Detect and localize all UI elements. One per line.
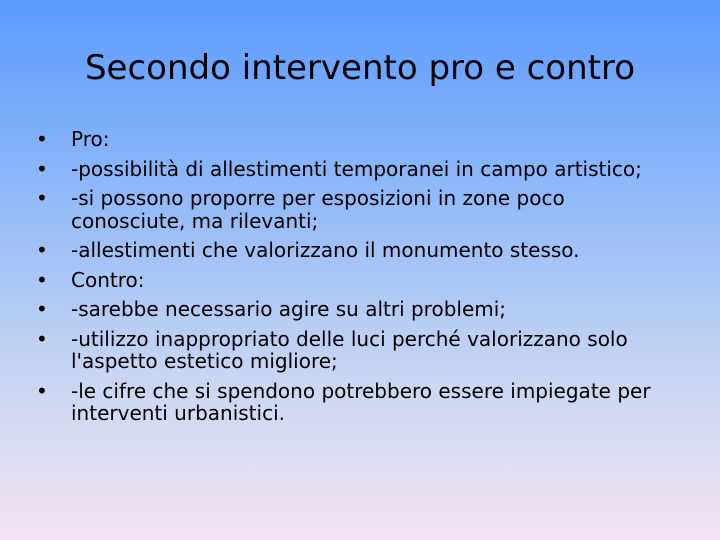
bullet-item: [36, 128, 676, 151]
bullet-dot-icon: •: [36, 378, 48, 403]
bullet-dot-icon: •: [36, 297, 48, 321]
bullet-text: Contro:: [71, 267, 145, 292]
bullet-list: [36, 128, 676, 432]
bullet-item: [36, 158, 676, 181]
bullet-dot-icon: •: [36, 127, 48, 151]
bullet-text: -possibilità di allestimenti temporanei in campo artistico;: [71, 156, 642, 181]
bullet-text: -sarebbe necessario agire su altri problemi;: [71, 297, 507, 321]
bullet-item: [36, 269, 676, 292]
bullet-text: Pro:: [71, 127, 110, 151]
slide-title: Secondo intervento pro e contro: [84, 48, 636, 88]
bullet-item: [36, 187, 676, 232]
bullet-dot-icon: •: [36, 238, 48, 262]
bullet-dot-icon: •: [36, 326, 48, 351]
bullet-text: -si possono proporre per esposizioni in zone poco conosciute, ma rilevanti;: [71, 186, 565, 233]
bullet-dot-icon: •: [36, 186, 48, 210]
bullet-dot-icon: •: [36, 156, 48, 181]
bullet-dot-icon: •: [36, 267, 48, 292]
bullet-item: [36, 328, 676, 373]
bullet-item: [36, 298, 676, 321]
bullet-item: [36, 239, 676, 262]
bullet-item: [36, 380, 676, 425]
bullet-text: -utilizzo inappropriato delle luci perché valorizzano solo l'aspetto estetico migliore;: [71, 326, 628, 373]
bullet-text: -allestimenti che valorizzano il monumento stesso.: [71, 238, 580, 262]
bullet-text: -le cifre che si spendono potrebbero essere impiegate per interventi urbanistici.: [71, 378, 651, 425]
